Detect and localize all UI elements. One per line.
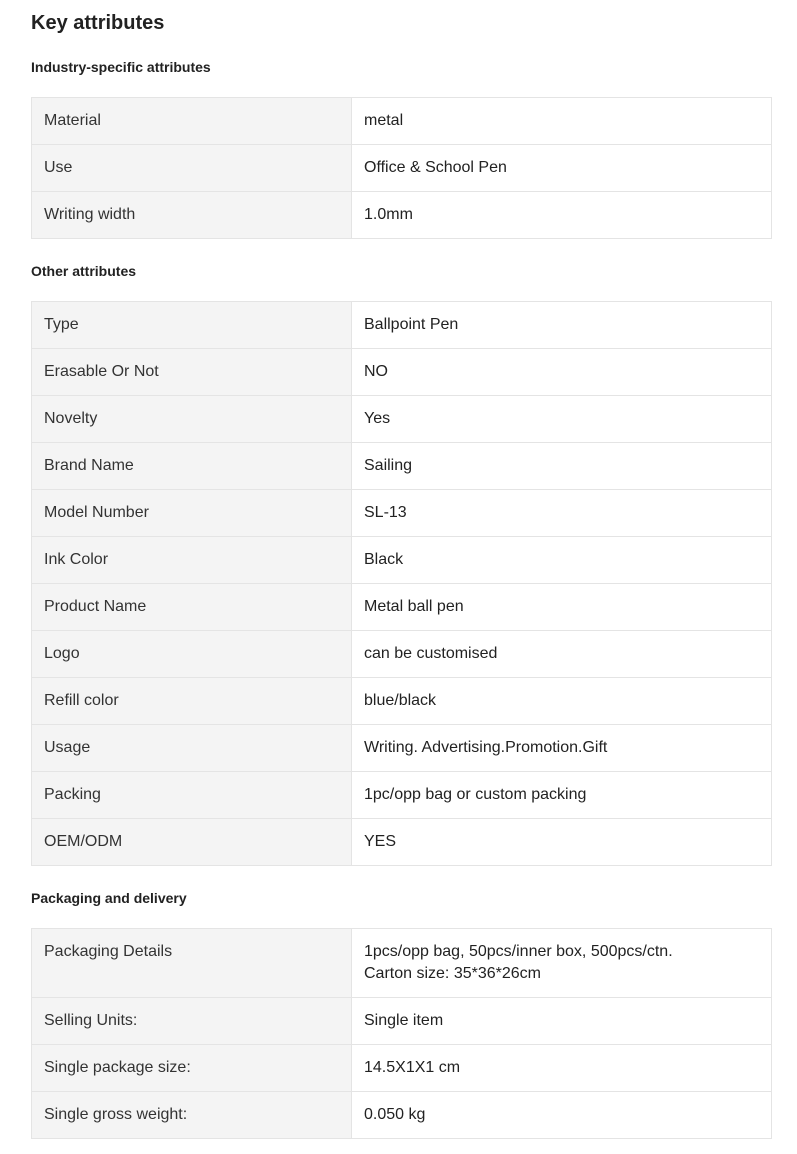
- attribute-row: [32, 192, 772, 239]
- attribute-value: 1pcs/opp bag, 50pcs/inner box, 500pcs/ctn. Carton size: 35*36*26cm: [352, 929, 772, 998]
- packaging-delivery-heading: Packaging and delivery: [31, 890, 187, 906]
- attribute-row: [32, 725, 772, 772]
- packaging-delivery-body: [32, 929, 772, 1139]
- attribute-value: metal: [352, 98, 772, 145]
- attribute-name: Packaging Details: [32, 929, 352, 998]
- attribute-value: 1pc/opp bag or custom packing: [352, 772, 772, 819]
- attribute-name: Single gross weight:: [32, 1092, 352, 1139]
- attribute-value: YES: [352, 819, 772, 866]
- attribute-name: Use: [32, 145, 352, 192]
- attribute-row: [32, 1092, 772, 1139]
- attribute-value: Sailing: [352, 443, 772, 490]
- attribute-row: [32, 678, 772, 725]
- attribute-name: Refill color: [32, 678, 352, 725]
- attribute-name: Selling Units:: [32, 998, 352, 1045]
- attribute-name: OEM/ODM: [32, 819, 352, 866]
- attribute-name: Model Number: [32, 490, 352, 537]
- attribute-value: Black: [352, 537, 772, 584]
- attribute-value: Office & School Pen: [352, 145, 772, 192]
- attribute-name: Packing: [32, 772, 352, 819]
- attribute-row: [32, 1045, 772, 1092]
- attribute-row: [32, 537, 772, 584]
- attribute-row: [32, 443, 772, 490]
- attribute-value: NO: [352, 349, 772, 396]
- industry-attributes-table: [31, 97, 772, 239]
- attribute-row: [32, 819, 772, 866]
- attribute-row: [32, 772, 772, 819]
- attribute-row: [32, 490, 772, 537]
- attribute-row: [32, 396, 772, 443]
- attribute-name: Novelty: [32, 396, 352, 443]
- attribute-value: 14.5X1X1 cm: [352, 1045, 772, 1092]
- attribute-name: Writing width: [32, 192, 352, 239]
- attribute-value: blue/black: [352, 678, 772, 725]
- packaging-delivery-table: [31, 928, 772, 1139]
- attribute-name: Single package size:: [32, 1045, 352, 1092]
- attribute-name: Material: [32, 98, 352, 145]
- attribute-row: [32, 929, 772, 998]
- attribute-value: Single item: [352, 998, 772, 1045]
- industry-attributes-body: [32, 98, 772, 239]
- attribute-row: [32, 145, 772, 192]
- other-attributes-body: [32, 302, 772, 866]
- attribute-value: Metal ball pen: [352, 584, 772, 631]
- attribute-name: Ink Color: [32, 537, 352, 584]
- attribute-name: Type: [32, 302, 352, 349]
- attribute-name: Brand Name: [32, 443, 352, 490]
- industry-attributes-heading: Industry-specific attributes: [31, 59, 211, 75]
- attribute-name: Erasable Or Not: [32, 349, 352, 396]
- attribute-value: Writing. Advertising.Promotion.Gift: [352, 725, 772, 772]
- attribute-name: Usage: [32, 725, 352, 772]
- attribute-value: Yes: [352, 396, 772, 443]
- attribute-row: [32, 631, 772, 678]
- attribute-value: 1.0mm: [352, 192, 772, 239]
- attribute-value: 0.050 kg: [352, 1092, 772, 1139]
- attribute-row: [32, 349, 772, 396]
- page-title: Key attributes: [31, 12, 165, 34]
- attribute-value: SL-13: [352, 490, 772, 537]
- attribute-row: [32, 584, 772, 631]
- attribute-row: [32, 302, 772, 349]
- other-attributes-table: [31, 301, 772, 866]
- attribute-name: Product Name: [32, 584, 352, 631]
- attribute-row: [32, 98, 772, 145]
- other-attributes-heading: Other attributes: [31, 263, 137, 279]
- attribute-row: [32, 998, 772, 1045]
- attribute-value: Ballpoint Pen: [352, 302, 772, 349]
- attribute-name: Logo: [32, 631, 352, 678]
- attribute-value: can be customised: [352, 631, 772, 678]
